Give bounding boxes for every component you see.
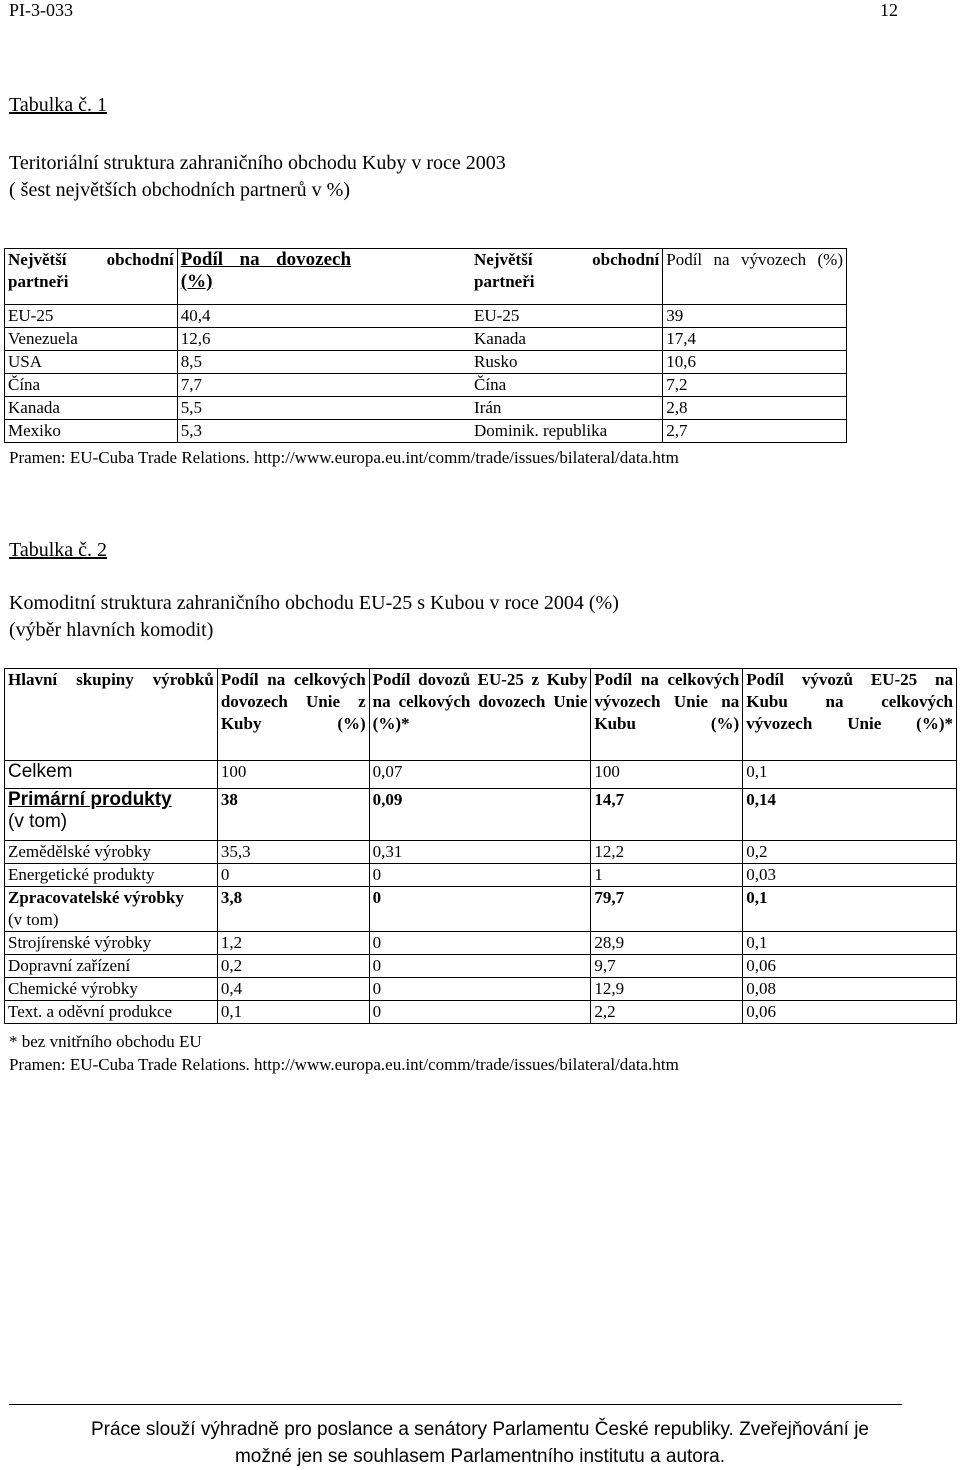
t1-cell: Kanada: [5, 397, 178, 420]
table1-title-line1: Teritoriální struktura zahraničního obchodu Kuby v roce 2003: [9, 152, 506, 174]
table-row: [5, 328, 847, 351]
table-row: [5, 887, 957, 932]
table2-title-line2: (výběr hlavních komodit): [9, 619, 214, 641]
table-row: [5, 397, 847, 420]
t2-cell: 0: [369, 887, 591, 932]
t1-cell: Kanada: [471, 328, 663, 351]
t2-cell: 0,08: [743, 978, 957, 1001]
t1-cell: Mexiko: [5, 420, 178, 443]
t1-cell: EU-25: [5, 305, 178, 328]
footer-line1: Práce slouží výhradně pro poslance a senátory Parlamentu České republiky. Zveřejňování je: [91, 1419, 869, 1440]
t2-group-sub: (v tom): [8, 811, 68, 832]
t2-header-import-eu-share: Podíl dovozů EU-25 z Kuby na celkových dovozech Unie (%)*: [369, 669, 591, 761]
t2-group-name: Zpracovatelské výrobky: [8, 888, 184, 907]
t1-col4-header: Podíl na vývozech (%): [663, 249, 847, 305]
table1-title: [9, 150, 506, 204]
t2-header-group: Hlavní skupiny výrobků: [5, 669, 218, 761]
t2-cell: 100: [217, 761, 369, 789]
table-row: [5, 978, 957, 1001]
t2-header-export-share: Podíl na celkových vývozech Unie na Kubu (%): [591, 669, 743, 761]
table-row: [5, 789, 957, 841]
t2-cell: 1,2: [217, 932, 369, 955]
t1-cell: 10,6: [663, 351, 847, 374]
t2-group: [5, 789, 218, 841]
t1-cell: 12,6: [177, 328, 471, 351]
t2-cell: 12,2: [591, 841, 743, 864]
table-row: [5, 420, 847, 443]
t1-cell: Čína: [5, 374, 178, 397]
table1-source: Pramen: EU-Cuba Trade Relations. http://www.europa.eu.int/comm/trade/issues/bilateral/data.htm: [9, 448, 679, 467]
t2-cell: 0,03: [743, 864, 957, 887]
t2-cell: 0,2: [217, 955, 369, 978]
table-row: [5, 351, 847, 374]
table-row: [5, 955, 957, 978]
t2-group: Zemědělské výrobky: [5, 841, 218, 864]
t2-group: Energetické produkty: [5, 864, 218, 887]
table-row: [5, 1001, 957, 1024]
t1-cell: 5,5: [177, 397, 471, 420]
table2-title: [9, 590, 619, 644]
t1-col1-header: Největší obchodní partneři: [5, 249, 178, 305]
footer-notice: [0, 1416, 960, 1470]
t1-cell: Dominik. republika: [471, 420, 663, 443]
table-row: [5, 305, 847, 328]
t1-cell: 40,4: [177, 305, 471, 328]
table-row: [5, 761, 957, 789]
t2-cell: 9,7: [591, 955, 743, 978]
document-id: PI-3-033: [9, 0, 73, 20]
t1-cell: USA: [5, 351, 178, 374]
t2-cell: 79,7: [591, 887, 743, 932]
t2-group-name: Primární produkty: [8, 789, 172, 810]
t2-cell: 0,1: [743, 887, 957, 932]
t2-group-sub: (v tom): [8, 910, 59, 929]
t1-cell: 2,7: [663, 420, 847, 443]
t1-cell: Irán: [471, 397, 663, 420]
t2-cell: 0,06: [743, 955, 957, 978]
t2-group: Text. a oděvní produkce: [5, 1001, 218, 1024]
t2-cell: 14,7: [591, 789, 743, 841]
t2-cell: 0: [369, 932, 591, 955]
t2-cell: 0,14: [743, 789, 957, 841]
table-row: [5, 864, 957, 887]
t2-cell: 100: [591, 761, 743, 789]
t2-cell: 0: [217, 864, 369, 887]
t1-cell: 8,5: [177, 351, 471, 374]
t2-cell: 0,4: [217, 978, 369, 1001]
t2-cell: 38: [217, 789, 369, 841]
table2-title-line1: Komoditní struktura zahraničního obchodu EU-25 s Kubou v roce 2004 (%): [9, 592, 619, 614]
t1-cell: Rusko: [471, 351, 663, 374]
t2-cell: 35,3: [217, 841, 369, 864]
t2-cell: 3,8: [217, 887, 369, 932]
commodity-trade-table: [4, 668, 957, 1024]
t2-cell: 0,1: [217, 1001, 369, 1024]
table-row: [5, 374, 847, 397]
t2-header-import-share: Podíl na celkových dovozech Unie z Kuby (%): [217, 669, 369, 761]
t2-cell: 12,9: [591, 978, 743, 1001]
t1-cell: Venezuela: [5, 328, 178, 351]
t2-cell: 1: [591, 864, 743, 887]
table2-source: Pramen: EU-Cuba Trade Relations. http://www.europa.eu.int/comm/trade/issues/bilateral/data.htm: [9, 1055, 679, 1074]
t2-group: [5, 887, 218, 932]
t2-cell: 0: [369, 1001, 591, 1024]
t2-cell: 0,07: [369, 761, 591, 789]
t2-group: Celkem: [5, 761, 218, 789]
t2-cell: 0,1: [743, 761, 957, 789]
table2-label: Tabulka č. 2: [9, 539, 108, 561]
t2-cell: 0: [369, 955, 591, 978]
t1-cell: Čína: [471, 374, 663, 397]
t2-group: Chemické výrobky: [5, 978, 218, 1001]
t2-cell: 0,2: [743, 841, 957, 864]
t1-cell: 39: [663, 305, 847, 328]
t2-header-export-eu-share: Podíl vývozů EU-25 na Kubu na celkových vývozech Unie (%)*: [743, 669, 957, 761]
t1-col3-header: Největší obchodní partneři: [471, 249, 663, 305]
t2-group: Dopravní zařízení: [5, 955, 218, 978]
t2-cell: 0,31: [369, 841, 591, 864]
t2-cell: 0,06: [743, 1001, 957, 1024]
t2-cell: 0,09: [369, 789, 591, 841]
t2-cell: 2,2: [591, 1001, 743, 1024]
t2-cell: 0,1: [743, 932, 957, 955]
t1-cell: 5,3: [177, 420, 471, 443]
t1-cell: 2,8: [663, 397, 847, 420]
footer-line2: možné jen se souhlasem Parlamentního institutu a autora.: [234, 1446, 726, 1467]
t2-cell: 28,9: [591, 932, 743, 955]
table1-label: Tabulka č. 1: [9, 94, 108, 116]
table2-note: * bez vnitřního obchodu EU: [9, 1032, 202, 1051]
territorial-trade-table: [4, 248, 847, 443]
t2-cell: 0: [369, 978, 591, 1001]
t1-cell: 17,4: [663, 328, 847, 351]
footer-divider: [9, 1404, 902, 1405]
page-number: 12: [880, 0, 898, 20]
table-header-row: [5, 669, 957, 761]
t2-group: Strojírenské výrobky: [5, 932, 218, 955]
t1-cell: 7,7: [177, 374, 471, 397]
table-row: [5, 932, 957, 955]
table-row: [5, 841, 957, 864]
t2-cell: 0: [369, 864, 591, 887]
t1-col2-header: Podíl na dovozech (%): [177, 249, 471, 305]
t1-cell: 7,2: [663, 374, 847, 397]
table1-title-line2: ( šest největších obchodních partnerů v %): [9, 179, 351, 201]
t1-cell: EU-25: [471, 305, 663, 328]
